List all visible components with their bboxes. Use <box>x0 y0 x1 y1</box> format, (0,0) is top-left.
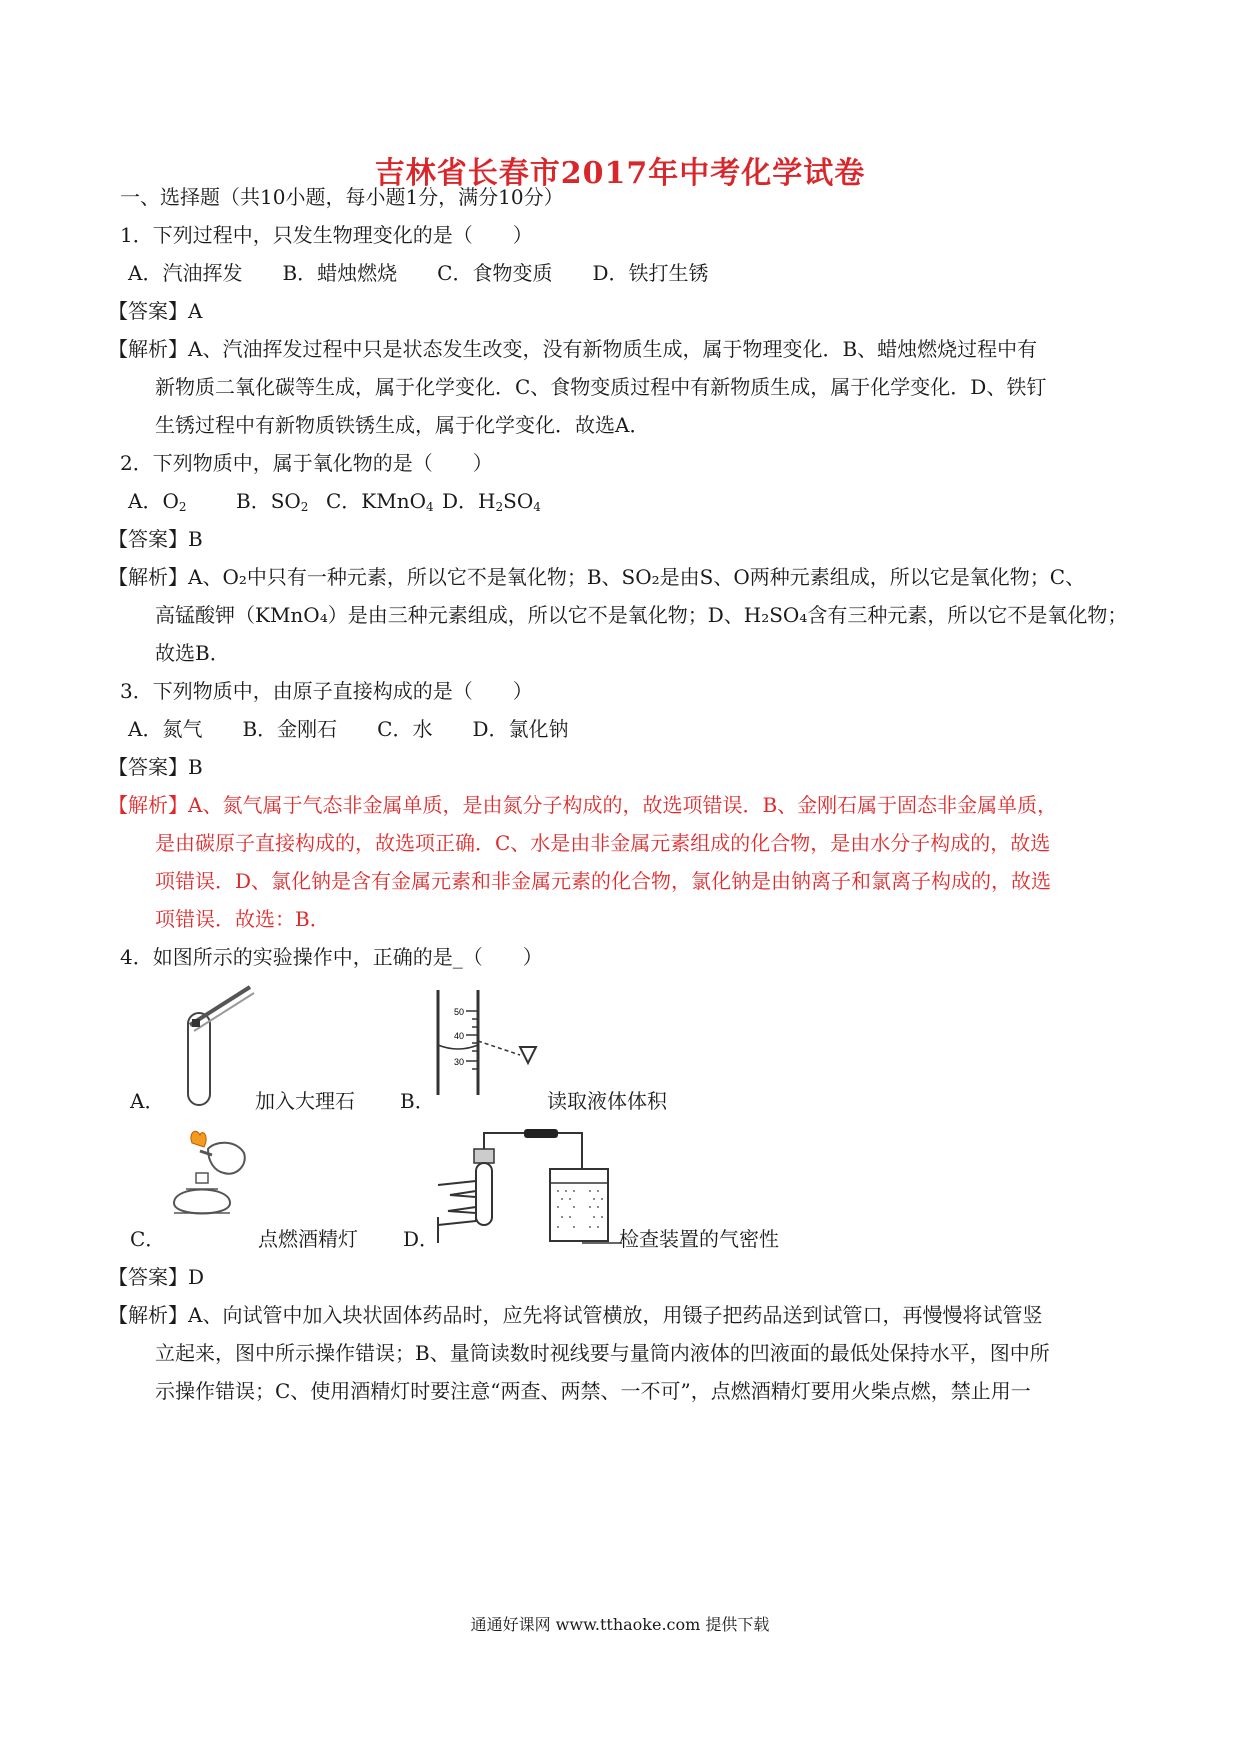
question-2-option-b: B．$SO_2$ <box>236 489 309 514</box>
airtightness-check-figure <box>432 1125 622 1245</box>
figure-c-caption: 点燃酒精灯 <box>258 1227 358 1251</box>
figure-a-label: A． <box>130 1089 165 1113</box>
question-1-analysis-line: 生锈过程中有新物质铁锈生成，属于化学变化．故选A． <box>155 413 650 437</box>
question-3-analysis-line: 项错误．故选：B． <box>155 907 330 931</box>
question-1-answer: 【答案】A <box>108 299 203 323</box>
alcohol-lamp-figure <box>160 1125 260 1225</box>
question-1-options: A．汽油挥发 B．蜡烛燃烧 C．食物变质 D．铁打生锈 <box>128 261 709 285</box>
question-3-options: A．氮气 B．金刚石 C．水 D．氯化钠 <box>128 717 569 741</box>
cylinder-tick-label: 30 <box>454 1057 465 1067</box>
figure-c-label: C． <box>130 1227 166 1251</box>
figure-b-label: B． <box>400 1089 435 1113</box>
cylinder-tick-label: 40 <box>454 1031 465 1041</box>
figure-a-caption: 加入大理石 <box>255 1089 355 1113</box>
question-2-analysis-line: 高锰酸钾（KMnO₄）是由三种元素组成，所以它不是氧化物；D、H₂SO₄含有三种元素，所以它不是氧化物； <box>155 603 1128 627</box>
figure-d-caption: 检查装置的气密性 <box>619 1227 779 1251</box>
question-4-analysis-line: 【解析】A、向试管中加入块状固体药品时，应先将试管横放，用镊子把药品送到试管口，再慢慢将试管竖 <box>108 1303 1043 1327</box>
question-2-option-a: A．$O_2$ <box>128 489 187 514</box>
question-4-answer: 【答案】D <box>108 1265 205 1289</box>
question-2-stem: 2．下列物质中，属于氧化物的是（ ） <box>120 451 493 475</box>
cylinder-tick-label: 50 <box>454 1007 465 1017</box>
question-2-analysis-line: 故选B． <box>155 641 230 665</box>
figure-d-label: D． <box>403 1227 440 1251</box>
question-3-analysis-line: 【解析】A、氮气属于气态非金属单质，是由氮分子构成的，故选项错误．B、金刚石属于固态非金属单质， <box>108 793 1058 817</box>
question-2-analysis-line: 【解析】A、O₂中只有一种元素，所以它不是氧化物；B、SO₂是由S、O两种元素组成，所以它是氧化物；C、 <box>108 565 1086 589</box>
question-4-analysis-line: 示操作错误；C、使用酒精灯时要注意“两查、两禁、一不可”，点燃酒精灯要用火柴点燃，禁止用一 <box>155 1379 1031 1403</box>
figure-b-caption: 读取液体体积 <box>547 1089 667 1113</box>
question-1-stem: 1．下列过程中，只发生物理变化的是（ ） <box>120 223 533 247</box>
question-1-analysis-line: 【解析】A、汽油挥发过程中只是状态发生改变，没有新物质生成，属于物理变化．B、蜡烛燃烧过程中有 <box>108 337 1038 361</box>
question-2-answer: 【答案】B <box>108 527 203 551</box>
question-3-stem: 3．下列物质中，由原子直接构成的是（ ） <box>120 679 533 703</box>
question-3-analysis-line: 项错误．D、氯化钠是含有金属元素和非金属元素的化合物，氯化钠是由钠离子和氯离子构成的，故选 <box>155 869 1052 893</box>
section-heading: 一、选择题（共10小题，每小题1分，满分10分） <box>120 185 564 209</box>
question-2-option-c: C．KMnO$_4$ <box>326 489 434 514</box>
question-4-stem: 4．如图所示的实验操作中，正确的是_（ ） <box>120 945 543 969</box>
page-footer: 通通好课网 www.tthaoke.com 提供下载 <box>470 1615 770 1634</box>
question-3-analysis-line: 是由碳原子直接构成的，故选项正确．C、水是由非金属元素组成的化合物，是由水分子构成的，故选 <box>155 831 1051 855</box>
question-4-analysis-line: 立起来，图中所示操作错误；B、量筒读数时视线要与量筒内液体的凹液面的最低处保持水平，图中所 <box>155 1341 1050 1365</box>
question-2-option-d: D．$H_2SO_4$ <box>442 489 541 514</box>
question-3-answer: 【答案】B <box>108 755 203 779</box>
page-title: 吉林省长春市2017年中考化学试卷 <box>374 156 866 191</box>
graduated-cylinder-figure <box>428 985 558 1100</box>
question-1-analysis-line: 新物质二氧化碳等生成，属于化学变化．C、食物变质过程中有新物质生成，属于化学变化．D、铁钉 <box>155 375 1047 399</box>
